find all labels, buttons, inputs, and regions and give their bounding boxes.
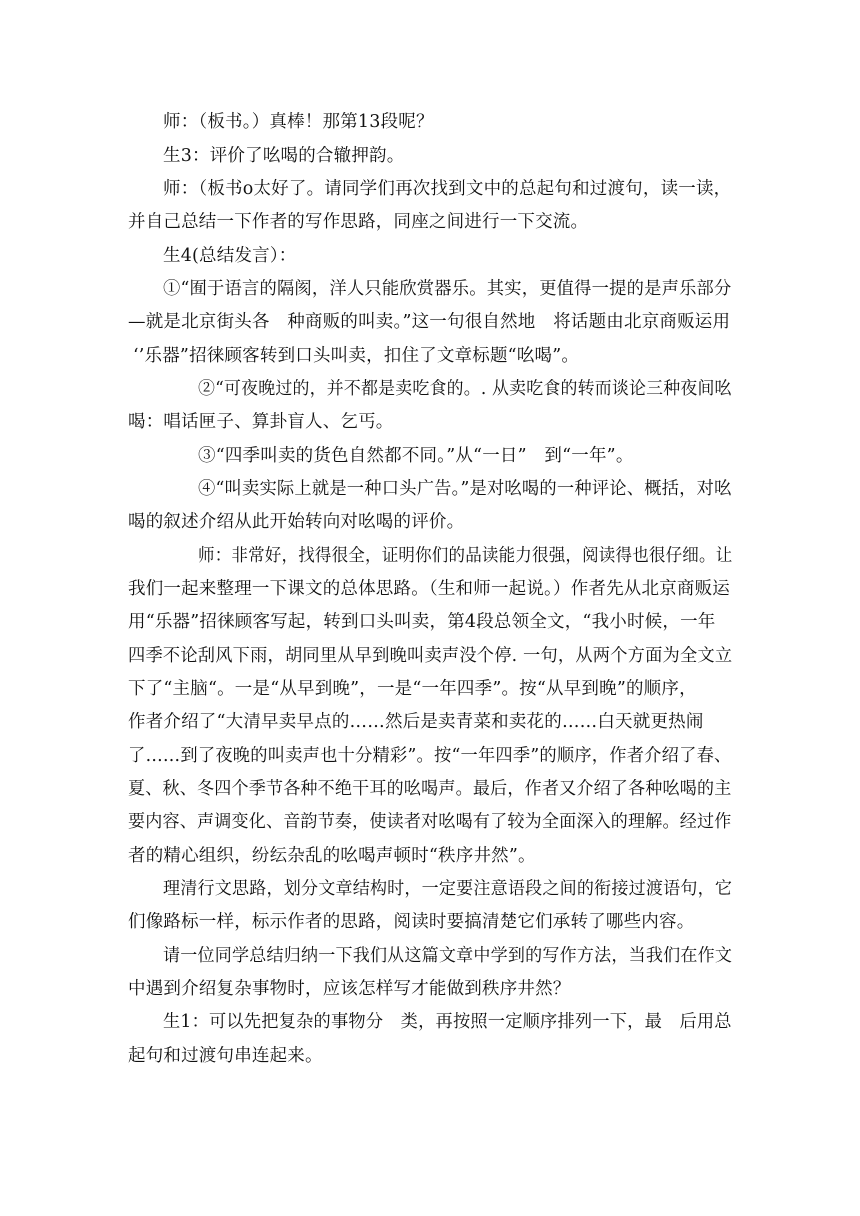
text-line: ①“囿于语言的隔阂，洋人只能欣赏器乐。其实，更值得一提的是声乐部分 — [163, 279, 732, 299]
text-line: 师：非常好，找得很全，证明你们的品读能力很强，阅读得也很仔细。让 — [198, 546, 733, 566]
text-line: 四季不论刮风下雨，胡同里从早到晚叫卖声没个停. 一句，从两个方面为全文立 — [128, 646, 733, 666]
text-line: ④“叫卖实际上就是一种口头广告。”是对吆喝的一种评论、概括，对吆 — [198, 479, 732, 499]
text-line: 作者介绍了“大清早卖早点的……然后是卖青菜和卖花的……白天就更热闹 — [128, 712, 704, 732]
text-line: 了……到了夜晚的叫卖声也十分精彩”。按“一年四季”的顺序，作者介绍了春、 — [128, 746, 732, 766]
text-line: 们像路标一样，标示作者的思路，阅读时要搞清楚它们承转了哪些内容。 — [128, 912, 695, 932]
text-line: 并自己总结一下作者的写作思路，同座之间进行一下交流。 — [128, 212, 589, 232]
text-line: 生4(总结发言）： — [163, 246, 297, 266]
text-line: 师：（板书。）真棒！那第13段呢？ — [163, 112, 434, 132]
text-line: 我们一起来整理一下课文的总体思路。（生和师一起说。）作者先从北京商贩运 — [128, 579, 730, 599]
text-line: 者的精心组织，纷纭杂乱的吆喝声顿时“秩序井然”。 — [128, 846, 536, 866]
text-line: 理清行文思路，划分文章结构时，一定要注意语段之间的衔接过渡语句，它 — [163, 879, 733, 899]
text-line: ②“可夜晚过的，并不都是卖吃食的。. 从卖吃食的转而谈论三种夜间吆 — [198, 379, 732, 399]
text-line: —就是北京街头各 种商贩的叫卖。”这一句很自然地 将话题由北京商贩运用 — [128, 312, 731, 332]
text-line: ③“四季叫卖的货色自然都不同。”从“一日” 到“一年”。 — [198, 446, 634, 466]
text-line: 喝：唱话匣子、算卦盲人、乞丐。 — [128, 412, 394, 432]
text-line: 生3：评价了吆喝的合辙押韵。 — [163, 146, 405, 166]
text-line: 中遇到介绍复杂事物时，应该怎样写才能做到秩序井然？ — [128, 979, 571, 999]
text-line: 喝的叙述介绍从此开始转向对吆喝的评价。 — [128, 512, 465, 532]
text-line: 起句和过渡句串连起来。 — [128, 1046, 323, 1066]
text-line: 生1：可以先把复杂的事物分 类，再按照一定顺序排列一下，最 后用总 — [163, 1012, 732, 1032]
text-line: 夏、秋、冬四个季节各种不绝干耳的吆喝声。最后，作者又介绍了各种吆喝的主 — [128, 779, 732, 799]
text-line: 请一位同学总结归纳一下我们从这篇文章中学到的写作方法，当我们在作文 — [163, 946, 733, 966]
text-line: 师：（板书o太好了。请同学们再次找到文中的总起句和过渡句，读一读， — [163, 179, 732, 199]
text-line: 要内容、声调变化、音韵节奏，使读者对吆喝有了较为全面深入的理解。经过作 — [128, 812, 732, 832]
text-line: 用“乐器”招徕顾客写起，转到口头叫卖，第4段总领全文，“我小时候，一年 — [128, 612, 716, 632]
text-line: ‘’乐器”招徕顾客转到口头叫卖，扣住了文章标题“吆喝”。 — [133, 346, 580, 366]
text-line: 下了“主脑“。一是“从早到晚”，一是“一年四季”。按“从早到晚”的顺序， — [128, 679, 697, 699]
